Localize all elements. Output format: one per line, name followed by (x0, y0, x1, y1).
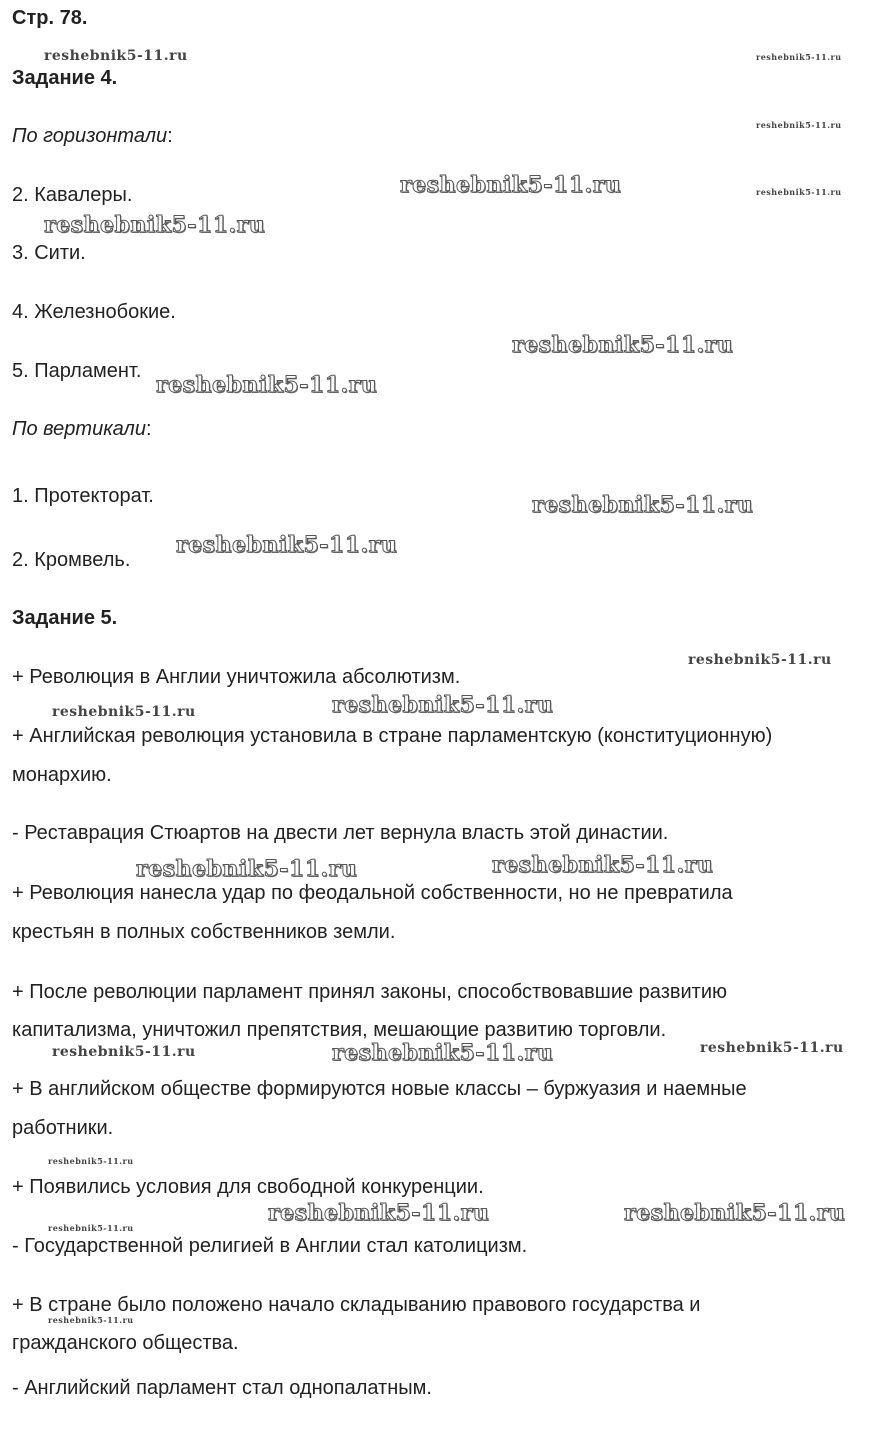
task5-line: + В английском обществе формируются новые классы – буржуазия и наемные (12, 1078, 747, 1100)
task4-title: Задание 4. (12, 67, 118, 89)
vertical-item: 1. Протекторат. (12, 485, 154, 507)
horizontal-item: 2. Кавалеры. (12, 184, 133, 206)
horizontal-colon: : (167, 125, 173, 147)
watermark: reshebnik5-11.ru (176, 532, 398, 558)
watermark: reshebnik5-11.ru (44, 212, 266, 238)
horizontal-item: 3. Сити. (12, 242, 86, 264)
watermark: reshebnik5-11.ru (332, 1040, 554, 1066)
watermark: reshebnik5-11.ru (700, 1040, 844, 1056)
watermark: reshebnik5-11.ru (156, 372, 378, 398)
task5-line: гражданского общества. (12, 1332, 239, 1354)
watermark: reshebnik5-11.ru (532, 492, 754, 518)
watermark: reshebnik5-11.ru (52, 704, 196, 720)
watermark: reshebnik5-11.ru (512, 332, 734, 358)
horizontal-label: По горизонтали (12, 125, 168, 147)
watermark: reshebnik5-11.ru (624, 1200, 846, 1226)
task5-line: + Появились условия для свободной конкуренции. (12, 1176, 484, 1198)
watermark: reshebnik5-11.ru (400, 172, 622, 198)
horizontal-item: 4. Железнобокие. (12, 301, 176, 323)
task5-line: - Государственной религией в Англии стал католицизм. (12, 1235, 528, 1257)
watermark: reshebnik5-11.ru (492, 852, 714, 878)
watermark: reshebnik5-11.ru (688, 652, 832, 668)
task5-line: крестьян в полных собственников земли. (12, 921, 396, 943)
task5-line: - Реставрация Стюартов на двести лет вернула власть этой династии. (12, 822, 669, 844)
watermark: reshebnik5-11.ru (44, 48, 188, 64)
watermark: reshebnik5-11.ru (756, 52, 842, 62)
task5-line: - Английский парламент стал однопалатным. (12, 1377, 432, 1399)
watermark: reshebnik5-11.ru (48, 1156, 134, 1166)
watermark: reshebnik5-11.ru (52, 1044, 196, 1060)
watermark: reshebnik5-11.ru (756, 187, 842, 197)
watermark: reshebnik5-11.ru (48, 1315, 134, 1325)
vertical-item: 2. Кромвель. (12, 549, 131, 571)
horizontal-item: 5. Парламент. (12, 360, 142, 382)
task5-title: Задание 5. (12, 607, 118, 629)
task5-line: + Революция нанесла удар по феодальной собственности, но не превратила (12, 882, 733, 904)
watermark: reshebnik5-11.ru (756, 120, 842, 130)
vertical-heading (12, 417, 152, 441)
watermark: reshebnik5-11.ru (136, 856, 358, 882)
watermark: reshebnik5-11.ru (268, 1200, 490, 1226)
task5-line: монархию. (12, 764, 112, 786)
horizontal-heading (12, 124, 173, 148)
task5-line: + После революции парламент принял законы, способствовавшие развитию (12, 981, 727, 1003)
task5-line: работники. (12, 1117, 114, 1139)
vertical-colon: : (145, 418, 152, 440)
task5-line: капитализма, уничтожил препятствия, мешающие развитию торговли. (12, 1019, 667, 1041)
task5-line: + Революция в Англии уничтожила абсолютизм. (12, 666, 461, 688)
task5-line: + Английская революция установила в стране парламентскую (конституционную) (12, 725, 773, 747)
task5-line: + В стране было положено начало складыванию правового государства и (12, 1294, 701, 1316)
page-header: Стр. 78. (12, 7, 88, 29)
watermark: reshebnik5-11.ru (332, 692, 554, 718)
vertical-label: По вертикали (12, 418, 146, 440)
watermark: reshebnik5-11.ru (48, 1223, 134, 1233)
